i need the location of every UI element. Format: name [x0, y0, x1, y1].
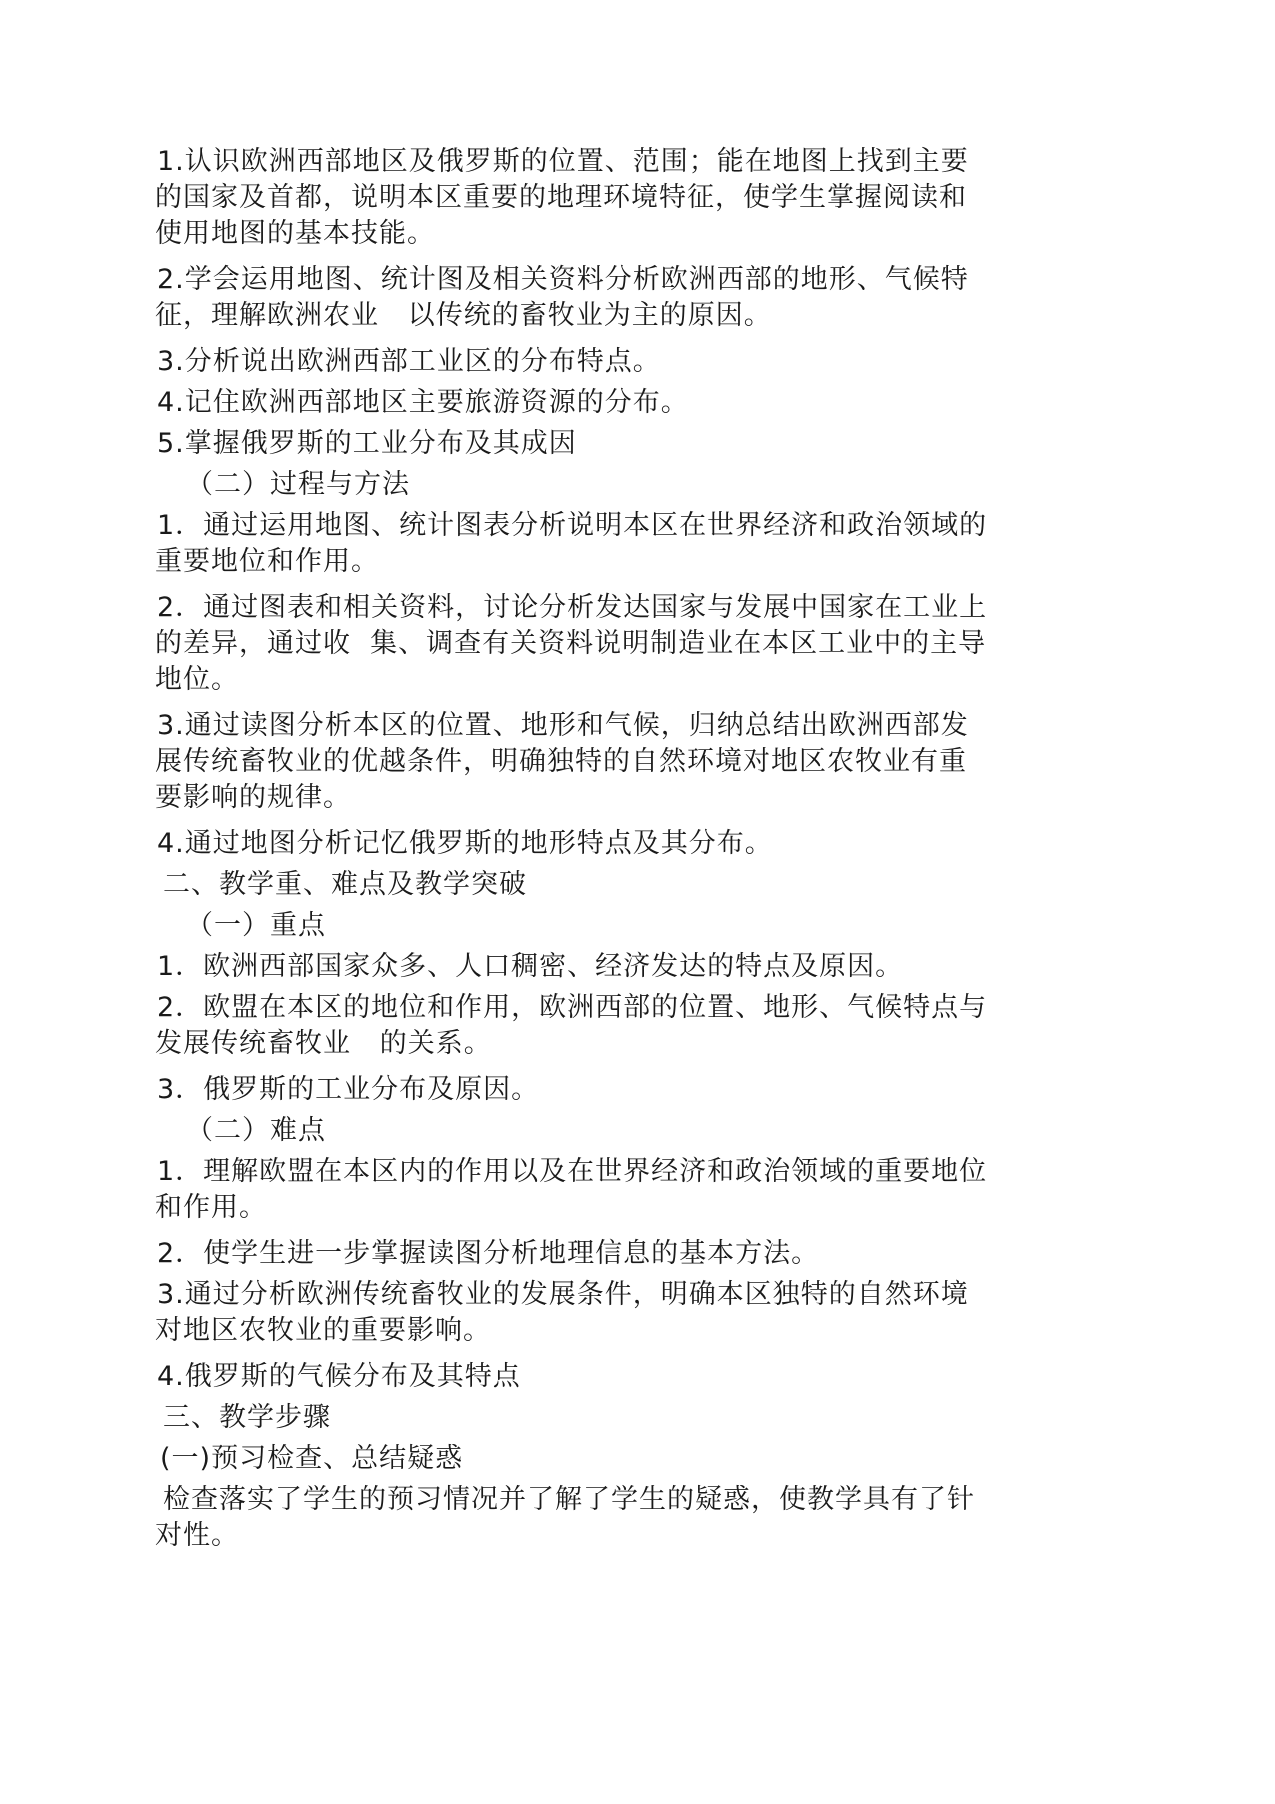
section-heading: 二、教学重、难点及教学突破 — [163, 869, 527, 900]
text-line: 对性。 — [155, 1520, 239, 1551]
section-heading: （二）难点 — [186, 1115, 326, 1146]
section-heading: 三、教学步骤 — [163, 1402, 331, 1433]
text-line: 发展传统畜牧业 的关系。 — [155, 1028, 492, 1059]
text-line: 3．俄罗斯的工业分布及原因。 — [157, 1074, 540, 1105]
text-line: 4.俄罗斯的气候分布及其特点 — [157, 1361, 521, 1392]
text-line: 地位。 — [155, 664, 239, 695]
text-line: 3.通过读图分析本区的位置、地形和气候，归纳总结出欧洲西部发 — [157, 710, 969, 741]
text-line: 2.学会运用地图、统计图及相关资料分析欧洲西部的地形、气候特 — [157, 264, 969, 295]
text-line: 2．使学生进一步掌握读图分析地理信息的基本方法。 — [157, 1238, 820, 1269]
text-line: 1.认识欧洲西部地区及俄罗斯的位置、范围；能在地图上找到主要 — [157, 146, 969, 177]
text-line: 1．欧洲西部国家众多、人口稠密、经济发达的特点及原因。 — [157, 951, 904, 982]
text-line: 3.通过分析欧洲传统畜牧业的发展条件，明确本区独特的自然环境 — [157, 1279, 969, 1310]
text-line: 要影响的规律。 — [155, 782, 351, 813]
text-line: 展传统畜牧业的优越条件，明确独特的自然环境对地区农牧业有重 — [155, 746, 967, 777]
section-heading: (一)预习检查、总结疑惑 — [160, 1443, 464, 1474]
text-line: 3.分析说出欧洲西部工业区的分布特点。 — [157, 346, 661, 377]
text-line: 的差异，通过收 集、调查有关资料说明制造业在本区工业中的主导 — [155, 628, 987, 659]
section-heading: （一）重点 — [186, 910, 326, 941]
text-line: 重要地位和作用。 — [155, 546, 379, 577]
text-line: 5.掌握俄罗斯的工业分布及其成因 — [157, 428, 577, 459]
text-line: 4.记住欧洲西部地区主要旅游资源的分布。 — [157, 387, 689, 418]
text-line: 使用地图的基本技能。 — [155, 218, 435, 249]
text-line: 2．欧盟在本区的地位和作用，欧洲西部的位置、地形、气候特点与 — [157, 992, 988, 1023]
text-line: 的国家及首都，说明本区重要的地理环境特征，使学生掌握阅读和 — [155, 182, 967, 213]
text-line: 检查落实了学生的预习情况并了解了学生的疑惑，使教学具有了针 — [163, 1484, 975, 1515]
text-line: 1．理解欧盟在本区内的作用以及在世界经济和政治领域的重要地位 — [157, 1156, 988, 1187]
text-line: 对地区农牧业的重要影响。 — [155, 1315, 491, 1346]
text-line: 2．通过图表和相关资料，讨论分析发达国家与发展中国家在工业上 — [157, 592, 988, 623]
text-line: 1．通过运用地图、统计图表分析说明本区在世界经济和政治领域的 — [157, 510, 988, 541]
text-line: 和作用。 — [155, 1192, 267, 1223]
text-line: 4.通过地图分析记忆俄罗斯的地形特点及其分布。 — [157, 828, 773, 859]
text-line: 征，理解欧洲农业 以传统的畜牧业为主的原因。 — [155, 300, 772, 331]
section-heading: （二）过程与方法 — [186, 469, 410, 500]
